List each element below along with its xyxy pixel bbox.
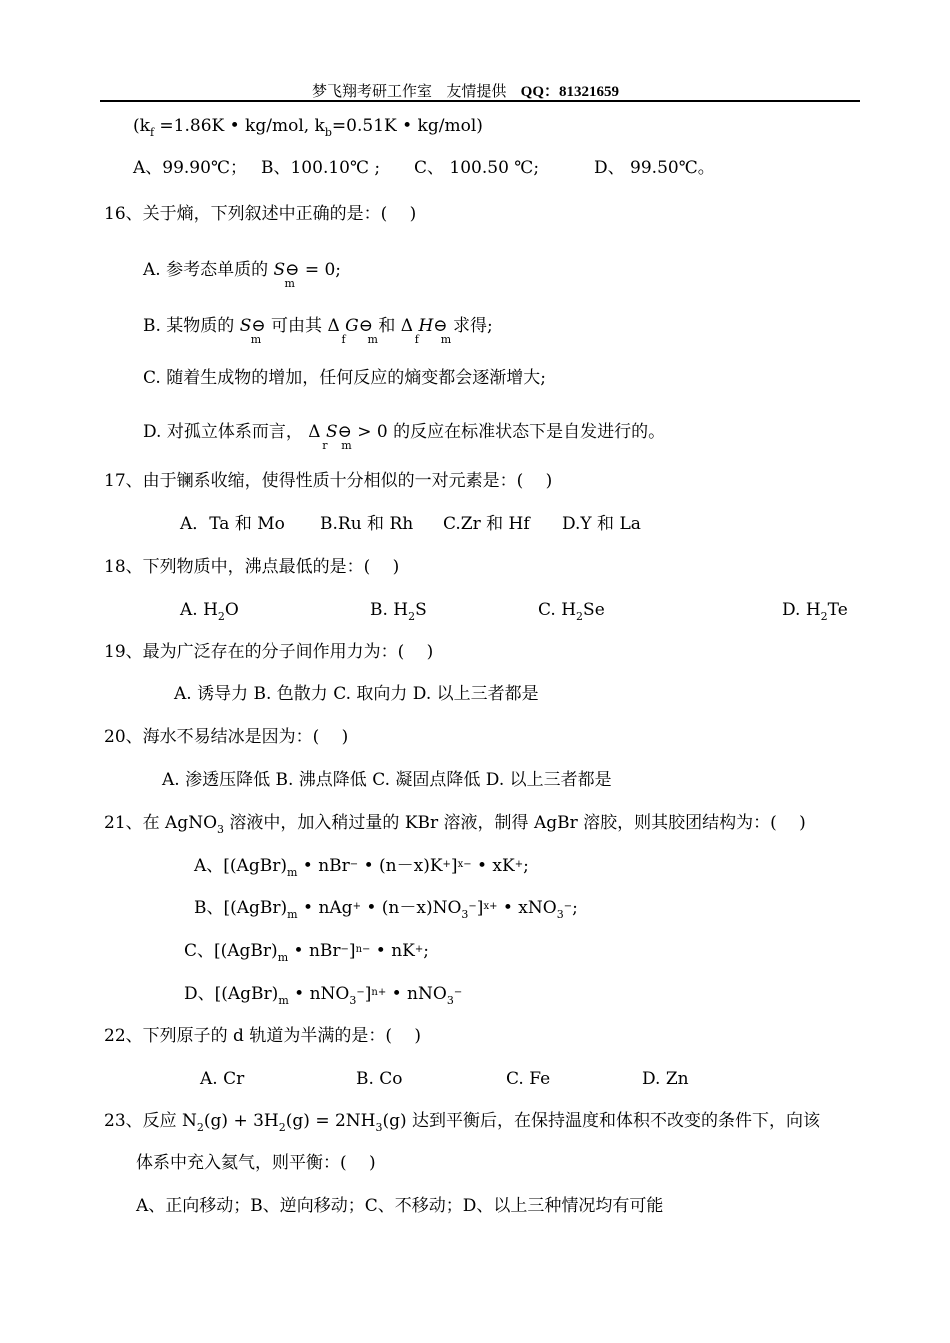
q21-option-d[interactable]: D、[$(AgBr)_m$ • nNO$_3$−]$^{n+}$ • nNO$_3$− xyxy=(184,984,463,1007)
q17-stem: 17、由于镧系收缩，使得性质十分相似的一对元素是：( ) xyxy=(104,471,553,491)
q22-option-b[interactable]: B. Co xyxy=(356,1069,403,1089)
q17-option-d[interactable]: D.Y 和 La xyxy=(562,514,641,534)
q22-option-a[interactable]: A. Cr xyxy=(200,1069,245,1089)
q20-options[interactable]: A. 渗透压降低 B. 沸点降低 C. 凝固点降低 D. 以上三者都是 xyxy=(162,770,612,790)
q22-stem: 22、下列原子的 d 轨道为半满的是：( ) xyxy=(104,1026,421,1046)
q19-options[interactable]: A. 诱导力 B. 色散力 C. 取向力 D. 以上三者都是 xyxy=(174,684,539,704)
q23-stem-line1: 23、反应 $N_2(g) + 3H_2(g) = 2NH_3(g)$ 达到平衡后，在保持温度和体积不改变的条件下，向该 xyxy=(104,1111,821,1134)
q15-option-a[interactable]: A、99.90℃； xyxy=(133,158,247,178)
q18-option-a[interactable]: A. $H_2O$ xyxy=(180,600,239,623)
header-qq-label: QQ： xyxy=(520,84,559,100)
header-provided: 友情提供 xyxy=(446,82,507,100)
q20-stem: 20、海水不易结冰是因为：( ) xyxy=(104,727,349,747)
constants-line: ($k_f =1.86K$ • kg/mol, $k_b=0.51K$ • kg/mol) xyxy=(133,116,483,139)
q16-option-a[interactable]: A. 参考态单质的 S⊖ m = 0; xyxy=(143,260,342,290)
q17-option-b[interactable]: B.Ru 和 Rh xyxy=(320,514,414,534)
q21-option-b[interactable]: B、[$(AgBr)_m$ • nAg+ • $(n-x)NO_3^-]^{x+}$ • xNO$_3$−; xyxy=(194,898,578,921)
q21-option-c[interactable]: C、[$(AgBr)_m$ • nBr−]$^{n-}$ • nK+; xyxy=(184,941,429,964)
q21-option-a[interactable]: A、[$(AgBr)_m$ • nBr− • (n－x)K+]$^{x-}$ • xK+; xyxy=(194,856,529,879)
header-rule xyxy=(100,100,860,102)
q21-stem: 21、在 AgNO$_3$ 溶液中，加入稍过量的 KBr 溶液，制得 AgBr 溶胶，则其胶团结构为：( ) xyxy=(104,813,806,836)
q16-option-c[interactable]: C. 随着生成物的增加，任何反应的熵变都会逐渐增大; xyxy=(143,368,546,388)
header-studio: 梦飞翔考研工作室 xyxy=(312,82,433,100)
q22-option-d[interactable]: D. Zn xyxy=(642,1069,689,1089)
q22-option-c[interactable]: C. Fe xyxy=(506,1069,551,1089)
q16-option-d[interactable]: D. 对孤立体系而言， Δ r S⊖ m > 0 的反应在标准状态下是自发进行的。 xyxy=(143,422,666,452)
q15-option-c[interactable]: C、 100.50 ℃; xyxy=(414,158,540,178)
q19-stem: 19、最为广泛存在的分子间作用力为：( ) xyxy=(104,642,434,662)
q15-option-d[interactable]: D、 99.50℃。 xyxy=(594,158,715,178)
q16-option-b[interactable]: B. 某物质的 S⊖ m 可由其 Δ f G⊖ m 和 Δ f H⊖ m 求得; xyxy=(143,316,493,346)
q18-option-c[interactable]: C. $H_2Se$ xyxy=(538,600,605,623)
q16-stem: 16、关于熵，下列叙述中正确的是：( ) xyxy=(104,204,417,224)
q15-option-b[interactable]: B、100.10℃ ; xyxy=(261,158,381,178)
q18-stem: 18、下列物质中，沸点最低的是：( ) xyxy=(104,557,400,577)
q17-option-c[interactable]: C.Zr 和 Hf xyxy=(443,514,530,534)
q23-options[interactable]: A、正向移动；B、逆向移动；C、不移动；D、以上三种情况均有可能 xyxy=(136,1196,664,1216)
q18-option-d[interactable]: D. $H_2Te$ xyxy=(782,600,848,623)
q23-stem-line2: 体系中充入氦气，则平衡：( ) xyxy=(136,1153,376,1173)
header-qq-number: 81321659 xyxy=(559,84,619,100)
q17-option-a[interactable]: A．Ta 和 Mo xyxy=(180,514,285,534)
page-header xyxy=(312,84,619,100)
q18-option-b[interactable]: B. $H_2S$ xyxy=(370,600,427,623)
